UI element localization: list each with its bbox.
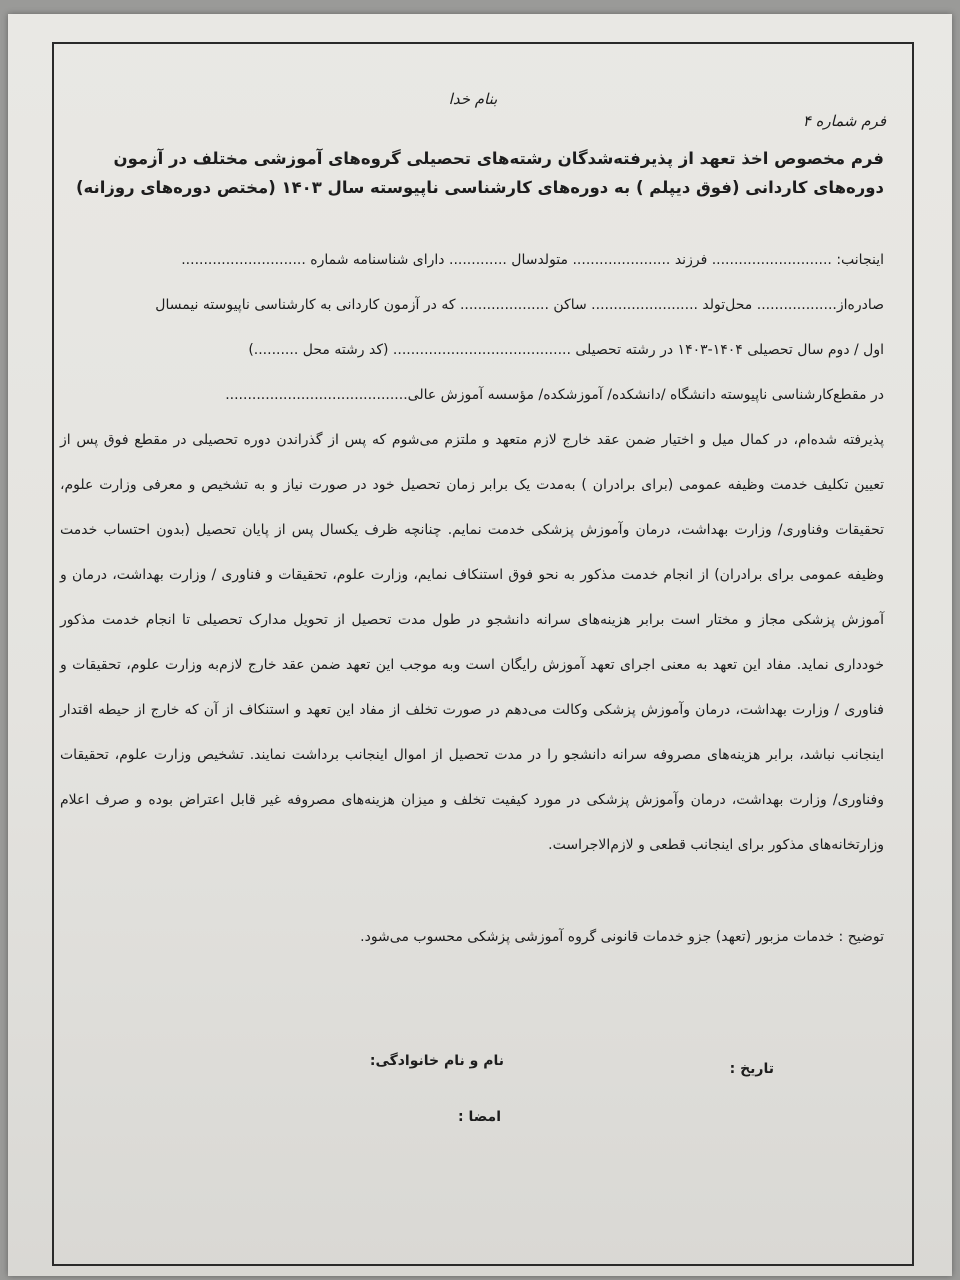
birthplace-line: صادره‌از.................. محل‌تولد ........................ ساکن .................... که در آزمون کاردانی به کارشناسی ناپیوسته نیمسال: [155, 297, 884, 313]
identity-line: اینجانب: ........................... فرزند ...................... متولدسال ............. دارای شناسنامه شماره ............................: [181, 252, 884, 268]
full-name-label: نام و نام خانوادگی:: [369, 1053, 504, 1069]
form-title: فرم مخصوص اخذ تعهد از پذیرفته‌شدگان رشته‌های تحصیلی گروه‌های آموزشی مختلف در آزمون دوره‌های کاردانی (فوق دیپلم ) به دوره‌های کارشناسی ناپیوسته سال ۱۴۰۳ (مختص دوره‌های روزانه): [76, 149, 884, 197]
date-label: تاریخ :: [729, 1061, 774, 1077]
bismillah-heading: بنام خدا: [448, 90, 498, 108]
field-line: اول / دوم سال تحصیلی ۱۴۰۴-۱۴۰۳ در رشته تحصیلی ........................................ (کد رشته محل ..........): [248, 342, 884, 358]
form-document: [52, 52, 894, 1232]
signature-label: امضا :: [458, 1109, 501, 1125]
commitment-paragraph: پذیرفته شده‌ام، در کمال میل و اختیار ضمن عقد خارج لازم متعهد و ملتزم می‌شوم که پس از گذراندن دوره تحصیلی در مقطع فوق پس از تعیین تکلیف خدمت وظیفه عمومی (برای برادران ) به‌مدت یک برابر زمان تحصیل خود در صورت نیاز و به تشخیص و معرفی وزارت علوم، تحقیقات وفناوری/ وزارت بهداشت، درمان وآموزش پزشکی خدمت نمایم. چنانچه ظرف یکسال پس از پایان تحصیل (بدون احتساب خدمت وظیفه عمومی برای برادران) از انجام خدمت مذکور به نحو فوق استنکاف نمایم، وزارت علوم، تحقیقات و فناوری / وزارت بهداشت، درمان و آموزش پزشکی مجاز و مختار است برابر هزینه‌های سرانه دانشجو در طول مدت تحصیل از تحویل مدارک تحصیلی تا انجام خدمت مذکور خودداری نماید. مفاد این تعهد به معنی اجرای تعهد آموزش رایگان است وبه موجب این تعهد ضمن عقد خارج لازم‌به وزارت علوم، تحقیقات و فناوری / وزارت بهداشت، درمان وآموزش پزشکی وکالت می‌دهم در صورت تخلف از مفاد این تعهد و استنکاف از آن که خارج از حیطه اقتدار اینجانب نباشد، برابر هزینه‌های مصروفه سرانه دانشجو را در مدت تحصیل از اموال اینجانب برداشت نمایند. تشخیص وزارت علوم، تحقیقات وفناوری/ وزارت بهداشت، درمان وآموزش پزشکی در مورد کیفیت تخلف و میزان هزینه‌های مصروفه غیر قابل اعتراض بوده و صرف اعلام وزارتخانه‌های مذکور برای اینجانب قطعی و لازم‌الاجراست.: [60, 432, 884, 853]
university-line: در مقطع‌کارشناسی ناپیوسته دانشگاه /دانشکده/ آموزشکده/ مؤسسه آموزش عالی.........................................: [225, 387, 884, 403]
explanation-note: توضیح : خدمات مزبور (تعهد) جزو خدمات قانونی گروه آموزشی پزشکی محسوب می‌شود.: [360, 929, 884, 945]
form-number: فرم شماره ۴: [802, 112, 886, 130]
form-body: [60, 238, 884, 868]
